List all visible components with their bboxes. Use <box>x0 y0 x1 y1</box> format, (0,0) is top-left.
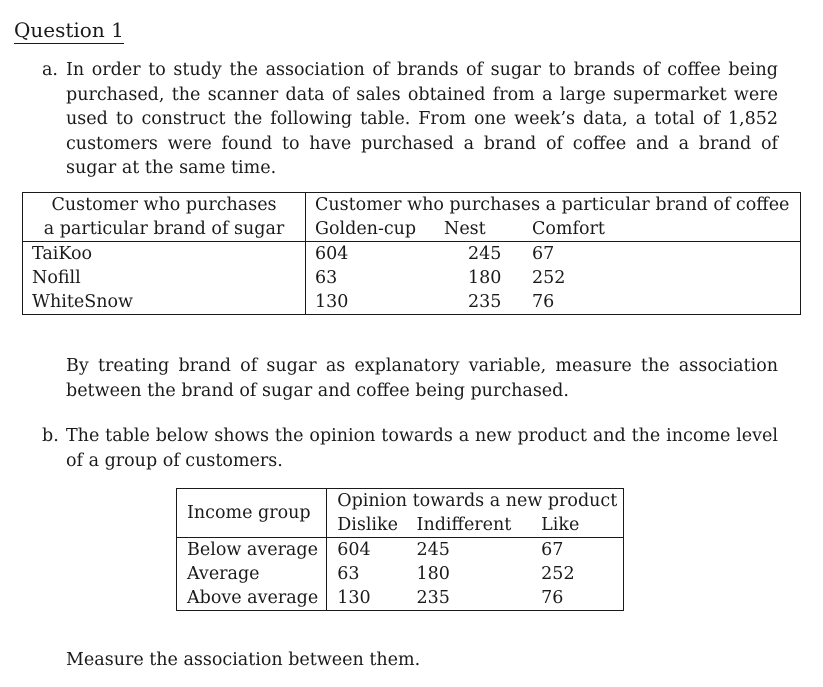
row-label: Average <box>177 562 327 586</box>
column-header: Golden-cup <box>306 217 437 242</box>
table-cell: 67 <box>541 540 564 560</box>
table-row <box>177 538 624 563</box>
table-header-row <box>177 489 624 514</box>
table-cell: 63 <box>315 268 338 288</box>
table-cell: 235 <box>416 588 450 608</box>
part-b-task: Measure the association between them. <box>66 650 421 670</box>
income-opinion-table <box>176 488 624 611</box>
row-label: Nofill <box>23 266 306 290</box>
table-cell: 604 <box>315 244 349 264</box>
table-row <box>23 266 801 290</box>
part-a-task: By treating brand of sugar as explanatory variable, measure the association between the brand of sugar and coffee being purchased. <box>66 356 778 401</box>
title-underline <box>14 43 124 44</box>
row-header-line1: Customer who purchases <box>23 193 306 218</box>
column-header: Comfort <box>526 217 801 242</box>
sugar-coffee-table <box>22 192 801 315</box>
table-row <box>23 290 801 315</box>
table-cell: 76 <box>532 292 555 312</box>
part-b-label: b. <box>42 426 59 446</box>
row-label: TaiKoo <box>23 242 306 267</box>
row-label: WhiteSnow <box>23 290 306 315</box>
column-group-header: Opinion towards a new product <box>337 491 618 511</box>
column-header: Like <box>523 513 624 538</box>
row-label: Above average <box>177 586 327 611</box>
table-row <box>177 586 624 611</box>
column-header: Indifferent <box>409 513 524 538</box>
table-header-row <box>23 193 801 218</box>
part-a-text <box>42 58 778 181</box>
row-header-line2: a particular brand of sugar <box>23 217 306 242</box>
part-b-text <box>42 424 778 473</box>
column-group-header: Customer who purchases a particular brand of coffee <box>315 195 790 215</box>
part-b-body: The table below shows the opinion towards a new product and the income level of a group of customers. <box>66 426 778 471</box>
table-cell: 245 <box>416 540 450 560</box>
row-label: Below average <box>177 538 327 563</box>
table-subheader-row <box>23 217 801 242</box>
table-cell: 67 <box>532 244 555 264</box>
table-cell: 180 <box>416 564 450 584</box>
table-row <box>23 242 801 267</box>
question-title: Question 1 <box>14 18 124 42</box>
part-a-body: In order to study the association of brands of sugar to brands of coffee being purchased, the scanner data of sales obtained from a large supermarket were used to construct the following table. From one week’s data, a total of 1,852 customers were found to have purchased a brand of coffee and a brand of sugar at the same time. <box>66 60 778 178</box>
table-cell: 130 <box>315 292 349 312</box>
part-a-label: a. <box>42 60 58 80</box>
table-cell: 76 <box>541 588 564 608</box>
table-cell: 252 <box>532 268 566 288</box>
table-cell: 180 <box>468 268 502 288</box>
row-header: Income group <box>177 489 327 538</box>
table-cell: 235 <box>468 292 502 312</box>
table-cell: 130 <box>337 588 371 608</box>
table-cell: 604 <box>337 540 371 560</box>
table-cell: 245 <box>468 244 502 264</box>
table-cell: 252 <box>541 564 575 584</box>
table-row <box>177 562 624 586</box>
table-cell: 63 <box>337 564 360 584</box>
column-header: Dislike <box>327 513 409 538</box>
column-header: Nest <box>436 217 526 242</box>
